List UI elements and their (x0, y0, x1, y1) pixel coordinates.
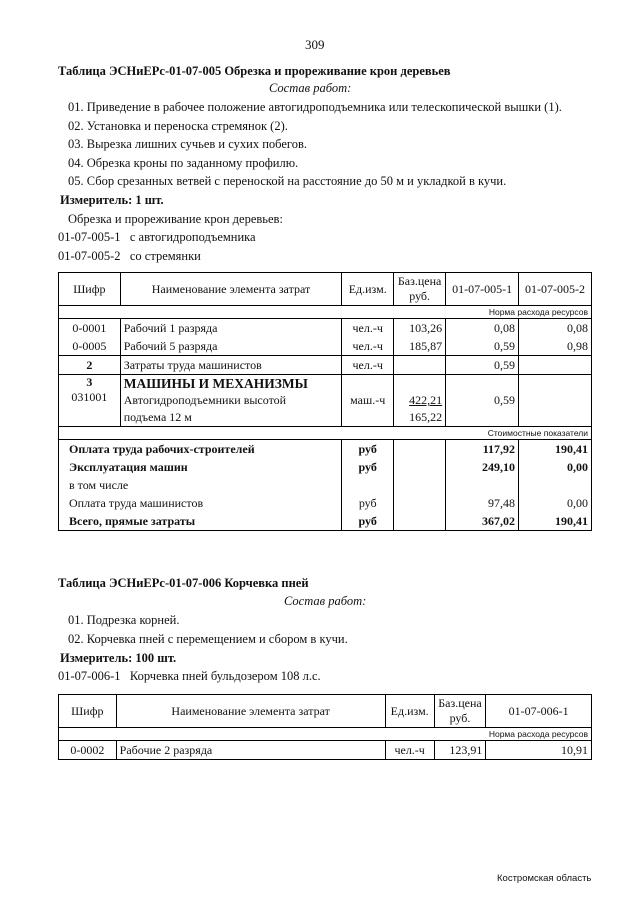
row-code: 3 (86, 375, 93, 389)
cost-unit: руб (342, 494, 394, 512)
row-price: 103,26 (394, 319, 446, 338)
table1-measure: Измеритель: 1 шт. (60, 193, 164, 207)
table1-step: 01. Приведение в рабочее положение автогидроподъемника или телескопической вышки (1). (68, 100, 562, 114)
row-code: 0-0001 (59, 319, 121, 338)
table2-title: Таблица ЭСНиЕРс-01-07-006 Корчевка пней (58, 576, 309, 590)
cost-value-1: 367,02 (446, 512, 519, 531)
table1-subtitle: Обрезка и прореживание крон деревьев: (68, 212, 283, 226)
table2-step: 01. Подрезка корней. (68, 613, 180, 627)
variant-code: 01-07-005-1 (58, 230, 121, 244)
variant-desc: Корчевка пней бульдозером 108 л.с. (129, 669, 321, 683)
table-row (59, 319, 592, 338)
row-price: 422,21 (409, 393, 443, 407)
footer-region: Костромская область (497, 873, 592, 884)
row-value-2 (519, 375, 592, 427)
cost-name: Всего, прямые затраты (59, 512, 342, 531)
cost-value-2: 190,41 (519, 440, 592, 459)
row-value-1: 0,59 (446, 356, 519, 375)
table1-composition-title: Состав работ: (269, 81, 352, 95)
row-name: Затраты труда машинистов (120, 356, 342, 375)
table-header-row (59, 695, 592, 728)
resource-table-2 (58, 694, 592, 760)
table-row (59, 741, 592, 760)
header-name: Наименование элемента затрат (120, 273, 342, 306)
row-value-2: 0,08 (519, 319, 592, 338)
cost-row (59, 458, 592, 476)
cost-row (59, 476, 592, 494)
row-name: Рабочий 5 разряда (120, 337, 342, 356)
page-number: 309 (305, 37, 325, 52)
row-code: 0-0005 (59, 337, 121, 356)
table2-step: 02. Корчевка пней с перемещением и сбором в кучи. (68, 632, 348, 646)
row-value-2: 0,98 (519, 337, 592, 356)
table2-composition-title: Состав работ: (284, 594, 367, 608)
header-unit: Ед.изм. (385, 695, 434, 728)
norm-label: Норма расхода ресурсов (446, 306, 592, 319)
resource-table-1 (58, 272, 592, 531)
norm-label-row (59, 306, 592, 319)
cost-label: Стоимостные показатели (446, 427, 592, 440)
cost-value-2: 0,00 (519, 458, 592, 476)
header-code: Шифр (59, 273, 121, 306)
table-row (59, 337, 592, 356)
table-header-row (59, 273, 592, 306)
row-value-1: 10,91 (486, 741, 592, 760)
table1-variant-1 (58, 230, 256, 245)
table1-step: 04. Обрезка кроны по заданному профилю. (68, 156, 299, 170)
cost-value-1: 117,92 (446, 440, 519, 459)
header-code: Шифр (59, 695, 117, 728)
variant-code: 01-07-006-1 (58, 669, 121, 683)
cost-row (59, 512, 592, 531)
variant-desc: с автогидроподъемника (129, 230, 256, 244)
cost-label-row (59, 427, 592, 440)
row-unit: чел.-ч (342, 337, 394, 356)
cost-unit: руб (342, 458, 394, 476)
cost-value-1: 249,10 (446, 458, 519, 476)
cost-row (59, 440, 592, 459)
variant-desc: со стремянки (129, 249, 201, 263)
cost-value-2: 190,41 (519, 512, 592, 531)
cost-unit: руб (342, 512, 394, 531)
header-col1: 01-07-006-1 (486, 695, 592, 728)
table-row (59, 356, 592, 375)
row-value-1: 0,08 (446, 319, 519, 338)
variant-code: 01-07-005-2 (58, 249, 121, 263)
cost-name: Оплата труда рабочих-строителей (59, 440, 342, 459)
table1-step: 05. Сбор срезанных ветвей с переноской на расстояние до 50 м и укладкой в кучи. (68, 174, 507, 188)
cost-row (59, 494, 592, 512)
table-row (59, 375, 592, 427)
row-price: 165,22 (409, 410, 443, 424)
table1-variant-2 (58, 249, 201, 264)
row-code: 0-0002 (59, 741, 117, 760)
row-section-title: МАШИНЫ И МЕХАНИЗМЫ (123, 376, 308, 391)
cost-name: Оплата труда машинистов (59, 494, 342, 512)
norm-label: Норма расхода ресурсов (486, 728, 592, 741)
cost-value-1: 97,48 (446, 494, 519, 512)
row-code: 031001 (71, 390, 108, 404)
row-name: Рабочий 1 разряда (120, 319, 342, 338)
cost-value-2: 0,00 (519, 494, 592, 512)
header-price: Баз.цена руб. (434, 695, 486, 728)
row-name: Рабочие 2 разряда (116, 741, 385, 760)
row-unit: чел.-ч (342, 319, 394, 338)
row-unit: чел.-ч (385, 741, 434, 760)
row-name: подъема 12 м (123, 410, 192, 424)
cost-name: Эксплуатация машин (59, 458, 342, 476)
row-price: 123,91 (434, 741, 486, 760)
row-name: Автогидроподъемники высотой (123, 393, 287, 407)
row-price: 185,87 (394, 337, 446, 356)
row-value-1: 0,59 (446, 375, 519, 427)
row-value-1: 0,59 (446, 337, 519, 356)
row-value-2 (519, 356, 592, 375)
row-code: 2 (59, 356, 121, 375)
row-price (394, 356, 446, 375)
cost-name: в том числе (59, 476, 342, 494)
table2-variant (58, 669, 321, 684)
header-price: Баз.цена руб. (394, 273, 446, 306)
cost-unit: руб (342, 440, 394, 459)
table1-step: 02. Установка и переноска стремянок (2). (68, 119, 288, 133)
header-col1: 01-07-005-1 (446, 273, 519, 306)
header-unit: Ед.изм. (342, 273, 394, 306)
table1-title: Таблица ЭСНиЕРс-01-07-005 Обрезка и прореживание крон деревьев (58, 64, 451, 78)
norm-label-row (59, 728, 592, 741)
row-unit: маш.-ч (342, 375, 394, 427)
header-name: Наименование элемента затрат (116, 695, 385, 728)
row-unit: чел.-ч (342, 356, 394, 375)
table2-measure: Измеритель: 100 шт. (60, 651, 177, 665)
header-col2: 01-07-005-2 (519, 273, 592, 306)
table1-step: 03. Вырезка лишних сучьев и сухих побегов. (68, 137, 307, 151)
